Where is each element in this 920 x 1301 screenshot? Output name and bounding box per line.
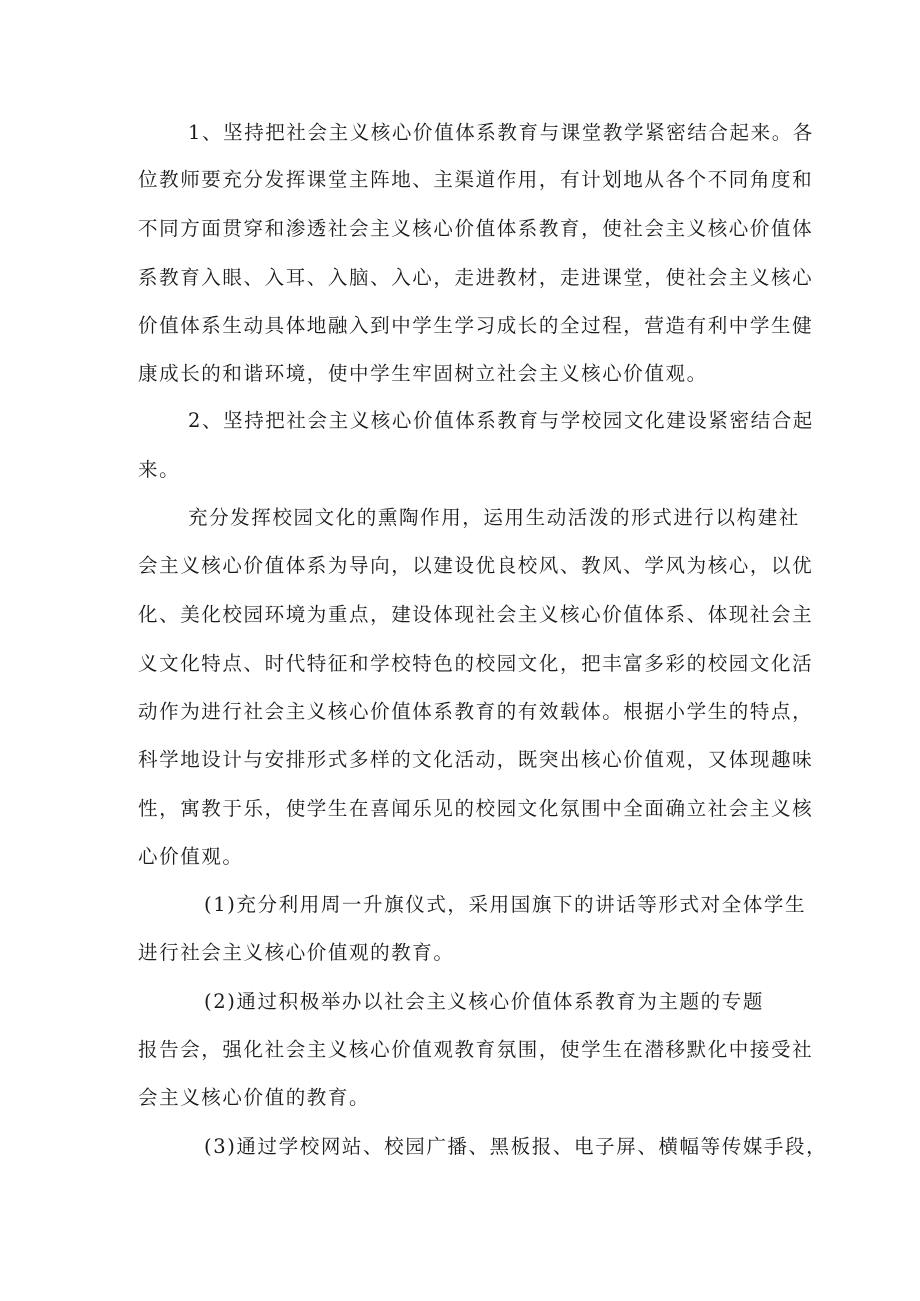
- paragraph-1-line-1: 1、坚持把社会主义核心价值体系教育与课堂教学紧密结合起来。各: [188, 121, 814, 144]
- paragraph-3-line-7: 性，寓教于乐，使学生在喜闻乐见的校园文化氛围中全面确立社会主义核: [138, 797, 814, 820]
- item-1-line-2: 进行社会主义核心价值观的教育。: [138, 941, 455, 964]
- paragraph-1-line-3: 不同方面贯穿和渗透社会主义核心价值体系教育，使社会主义核心价值体: [138, 217, 814, 240]
- paragraph-3-line-6: 科学地设计与安排形式多样的文化活动，既突出核心价值观，又体现趣味: [138, 748, 814, 771]
- item-2-line-2: 报告会，强化社会主义核心价值观教育氛围，使学生在潜移默化中接受社: [138, 1038, 814, 1061]
- paragraph-3-line-1: 充分发挥校园文化的熏陶作用，运用生动活泼的形式进行以构建社: [188, 506, 800, 529]
- paragraph-1-line-6: 康成长的和谐环境，使中学生牢固树立社会主义核心价值观。: [138, 362, 708, 385]
- item-3-line-1: (3)通过学校网站、校园广播、黑板报、电子屏、横幅等传媒手段，: [204, 1135, 828, 1158]
- item-2-line-3: 会主义核心价值的教育。: [138, 1086, 371, 1109]
- paragraph-1-line-5: 价值体系生动具体地融入到中学生学习成长的全过程，营造有利中学生健: [138, 314, 814, 337]
- paragraph-3-line-5: 动作为进行社会主义核心价值体系教育的有效载体。根据小学生的特点，: [138, 700, 814, 723]
- paragraph-3-line-8: 心价值观。: [138, 845, 244, 868]
- item-1-line-1: (1)充分利用周一升旗仪式，采用国旗下的讲话等形式对全体学生: [204, 893, 807, 916]
- paragraph-2-line-1: 2、坚持把社会主义核心价值体系教育与学校园文化建设紧密结合起: [188, 409, 814, 432]
- paragraph-1-line-4: 系教育入眼、入耳、入脑、入心，走进教材，走进课堂，使社会主义核心: [138, 266, 814, 289]
- item-2-line-1: (2)通过积极举办以社会主义核心价值体系教育为主题的专题: [204, 990, 764, 1013]
- paragraph-3-line-3: 化、美化校园环境为重点，建设体现社会主义核心价值体系、体现社会主: [138, 603, 814, 626]
- paragraph-3-line-2: 会主义核心价值体系为导向，以建设优良校风、教风、学风为核心，以优: [138, 554, 814, 577]
- paragraph-3-line-4: 义文化特点、时代特征和学校特色的校园文化，把丰富多彩的校园文化活: [138, 652, 814, 675]
- paragraph-1-line-2: 位教师要充分发挥课堂主阵地、主渠道作用，有计划地从各个不同角度和: [138, 168, 814, 191]
- paragraph-2-line-2: 来。: [138, 458, 181, 481]
